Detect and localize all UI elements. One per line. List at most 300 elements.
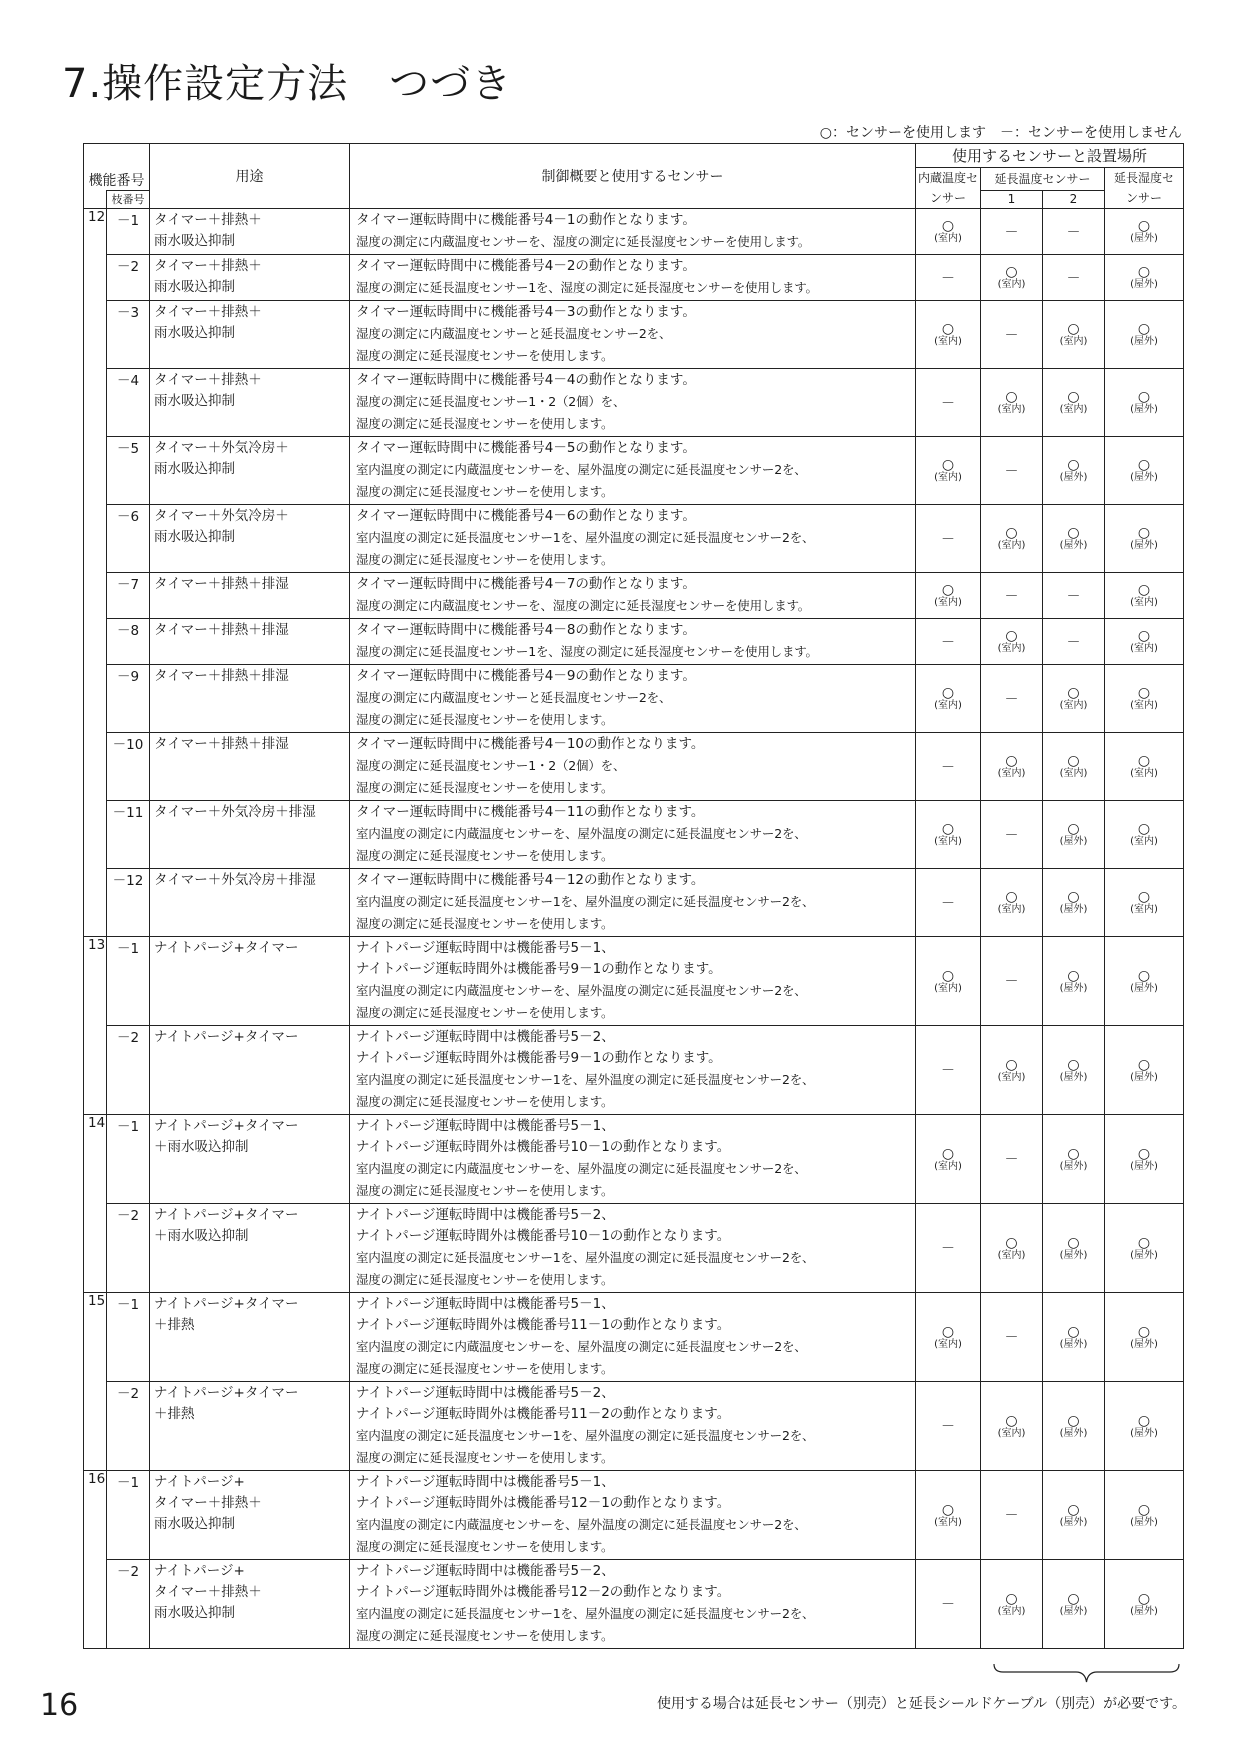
location-label: (室内) [997,279,1026,290]
description-cell [350,1204,916,1293]
location-label: (屋外) [1059,982,1088,994]
builtin-temp-mark [916,301,981,369]
description-line: タイマー運転時間中に機能番号4－7の動作となります。 [356,576,696,592]
description-sensor-line: 室内温度の測定に延長温度センサー1を、屋外温度の測定に延長温度センサー2を、 湿度の測定に延長湿度センサーを使用します。 [356,1606,815,1643]
ext-hum-mark [1105,733,1184,801]
description-line: タイマー運転時間中に機能番号4－8の動作となります。 [356,622,696,638]
ext-temp-1-mark [981,801,1043,869]
ext-hum-mark [1105,937,1184,1026]
location-label: (室内) [1059,700,1088,711]
circle-icon: ○ [1005,1056,1018,1073]
circle-mark [1130,686,1158,712]
location-label: (室内) [1130,768,1158,779]
ext-hum-mark [1105,801,1184,869]
header-ext-temp: 延長温度センサー [981,168,1105,191]
branch-number: －1 [107,937,150,1026]
builtin-temp-mark [916,869,981,937]
branch-number: －1 [107,1471,150,1560]
description-line: ナイトパージ運転時間中は機能番号5－2、 ナイトパージ運転時間外は機能番号10－1の動作となります。 [356,1207,731,1244]
location-label: (屋外) [1130,1338,1158,1350]
description-line: タイマー運転時間中に機能番号4－10の動作となります。 [356,736,705,752]
usage-cell: タイマー＋排熱＋排湿 [150,665,350,733]
description-sensor-line: 室内温度の測定に内蔵温度センサーを、屋外温度の測定に延長温度センサー2を、 湿度の測定に延長湿度センサーを使用します。 [356,1161,807,1198]
circle-icon: ○ [1005,1590,1018,1607]
description-line: タイマー運転時間中に機能番号4－4の動作となります。 [356,372,696,388]
description-cell [350,869,916,937]
location-label: (室内) [997,768,1026,779]
footnote: 使用する場合は延長センサー（別売）と延長シールドケーブル（別売）が必要です。 [656,1696,1186,1712]
circle-icon: ○ [941,321,955,337]
usage-cell: タイマー＋外気冷房＋ 雨水吸込抑制 [150,437,350,505]
location-label: (屋外) [1130,1516,1158,1528]
ext-hum-mark [1105,1382,1184,1471]
description-sensor-line: 室内温度の測定に延長温度センサー1を、屋外温度の測定に延長温度センサー2を、 湿度の測定に延長湿度センサーを使用します。 [356,894,815,931]
location-label: (室内) [997,1427,1026,1439]
circle-icon: ○ [1137,628,1151,644]
description-sensor-line: 湿度の測定に内蔵温度センサーを、湿度の測定に延長湿度センサーを使用します。 [356,598,811,613]
location-label: (室内) [934,982,962,994]
description-cell [350,505,916,573]
circle-mark [1130,583,1158,609]
table-row [84,437,1184,505]
function-number: 16 [84,1471,107,1649]
header-control: 制御概要と使用するセンサー [350,144,916,209]
circle-icon: ○ [1067,753,1080,769]
location-label: (室内) [934,472,962,483]
description-sensor-line: 湿度の測定に延長温度センサー1・2（2個）を、 湿度の測定に延長湿度センサーを使用します。 [356,394,626,431]
dash-icon: － [941,1419,955,1435]
description-line: タイマー運転時間中に機能番号4－5の動作となります。 [356,440,696,456]
dash-icon: － [1004,588,1019,605]
description-cell [350,1115,916,1204]
location-label: (室内) [997,1071,1026,1083]
location-label: (屋外) [1130,1427,1158,1439]
ext-hum-mark [1105,619,1184,665]
description-line: ナイトパージ運転時間中は機能番号5－2、 ナイトパージ運転時間外は機能番号9－1の動作となります。 [356,1029,722,1066]
branch-number: －10 [107,733,150,801]
circle-icon: ○ [941,821,955,837]
ext-temp-1-mark [981,937,1043,1026]
location-label: (屋外) [1130,1249,1158,1261]
circle-icon: ○ [1137,967,1151,984]
description-cell [350,437,916,505]
location-label: (室内) [1130,836,1158,847]
table-row [84,1560,1184,1649]
description-sensor-line: 室内温度の測定に延長温度センサー1を、屋外温度の測定に延長温度センサー2を、 湿度の測定に延長湿度センサーを使用します。 [356,1250,815,1287]
circle-mark [998,754,1026,780]
ext-hum-mark [1105,301,1184,369]
location-label: (屋外) [1059,1338,1088,1350]
location-label: (屋外) [1130,404,1158,415]
table-row [84,733,1184,801]
ext-temp-1-mark [981,505,1043,573]
circle-mark [1130,822,1158,848]
branch-number: －5 [107,437,150,505]
description-sensor-line: 湿度の測定に内蔵温度センサーを、湿度の測定に延長湿度センサーを使用します。 [356,234,811,249]
description-cell [350,1382,916,1471]
circle-icon: ○ [941,582,955,598]
ext-hum-mark [1105,1026,1184,1115]
table-row [84,505,1184,573]
circle-mark [1060,1325,1088,1351]
circle-mark [1130,1325,1158,1351]
table-row [84,665,1184,733]
location-label: (屋外) [1059,1071,1088,1083]
description-cell [350,733,916,801]
ext-temp-1-mark [981,1560,1043,1649]
circle-icon: ○ [941,1323,955,1340]
description-line: ナイトパージ運転時間中は機能番号5－2、 ナイトパージ運転時間外は機能番号11－2の動作となります。 [356,1385,731,1422]
description-cell [350,619,916,665]
circle-mark [1130,1147,1158,1173]
location-label: (室内) [934,336,962,347]
ext-temp-2-mark [1043,369,1105,437]
circle-icon: ○ [941,967,955,984]
location-label: (室内) [997,1605,1026,1617]
description-line: タイマー運転時間中に機能番号4－9の動作となります。 [356,668,696,684]
circle-icon: ○ [1067,685,1080,701]
description-cell [350,369,916,437]
ext-temp-2-mark [1043,801,1105,869]
usage-cell: ナイトパージ+タイマー ＋雨水吸込抑制 [150,1115,350,1204]
dash-icon: － [941,759,955,776]
ext-temp-1-mark [981,573,1043,619]
table-row [84,619,1184,665]
circle-mark [934,686,962,712]
dash-icon: － [941,634,955,651]
circle-icon: ○ [1067,457,1080,473]
location-label: (室内) [1059,336,1088,347]
ext-hum-mark [1105,209,1184,255]
circle-mark [998,1592,1026,1618]
ext-temp-2-mark [1043,665,1105,733]
ext-hum-mark [1105,1204,1184,1293]
branch-number: －12 [107,869,150,937]
usage-cell: ナイトパージ+ タイマー＋排熱＋ 雨水吸込抑制 [150,1560,350,1649]
circle-mark [934,1147,962,1173]
location-label: (室内) [1059,768,1088,779]
circle-icon: ○ [1137,889,1151,905]
ext-temp-1-mark [981,619,1043,665]
circle-icon: ○ [1067,1501,1080,1518]
location-label: (屋外) [1130,1071,1158,1083]
circle-icon: ○ [1067,1234,1080,1251]
location-label: (室内) [934,700,962,711]
dash-icon: － [1004,827,1019,844]
description-cell [350,1471,916,1560]
location-label: (室内) [1130,904,1158,915]
location-label: (屋外) [1059,836,1088,847]
dash-icon: － [1004,691,1019,708]
circle-icon: ○ [941,685,955,701]
usage-cell: タイマー＋外気冷房＋排湿 [150,801,350,869]
header-builtin-temp: 内蔵温度センサー [916,168,981,209]
circle-icon: ○ [1005,525,1018,541]
description-line: タイマー運転時間中に機能番号4－1の動作となります。 [356,212,696,228]
description-sensor-line: 湿度の測定に延長温度センサー1・2（2個）を、 湿度の測定に延長湿度センサーを使用します。 [356,758,626,795]
builtin-temp-mark [916,209,981,255]
table-row [84,801,1184,869]
location-label: (屋外) [1059,1427,1088,1439]
location-label: (室内) [934,1516,962,1528]
ext-hum-mark [1105,1560,1184,1649]
ext-temp-2-mark [1043,1471,1105,1560]
table-row [84,255,1184,301]
bracket-mark [993,1664,1180,1686]
circle-icon: ○ [1137,1412,1151,1429]
location-label: (屋外) [1059,472,1088,483]
circle-mark [1130,322,1158,348]
table-row [84,369,1184,437]
circle-icon: ○ [1137,389,1151,405]
function-number: 15 [84,1293,107,1471]
dash-icon: － [1004,327,1019,344]
branch-number: －2 [107,255,150,301]
location-label: (屋外) [1130,336,1158,347]
branch-number: －7 [107,573,150,619]
table-row [84,1026,1184,1115]
description-line: タイマー運転時間中に機能番号4－12の動作となります。 [356,872,705,888]
builtin-temp-mark [916,1204,981,1293]
builtin-temp-mark [916,1560,981,1649]
usage-cell: ナイトパージ+タイマー [150,937,350,1026]
description-cell [350,1293,916,1382]
dash-icon: － [1004,463,1019,480]
circle-icon: ○ [941,457,955,473]
circle-mark [1130,1592,1158,1618]
ext-temp-2-mark [1043,437,1105,505]
description-sensor-line: 室内温度の測定に延長温度センサー1を、屋外温度の測定に延長温度センサー2を、 湿度の測定に延長湿度センサーを使用します。 [356,1072,815,1109]
description-line: タイマー運転時間中に機能番号4－3の動作となります。 [356,304,696,320]
circle-mark [1130,526,1158,552]
location-label: (屋外) [1059,1516,1088,1528]
table-row [84,1115,1184,1204]
circle-icon: ○ [1137,821,1151,837]
location-label: (室内) [934,233,962,244]
circle-mark [998,1058,1026,1084]
circle-icon: ○ [1137,1590,1151,1607]
circle-mark [1060,390,1088,416]
circle-mark [934,458,962,484]
circle-icon: ○ [1005,1412,1018,1429]
circle-mark [1130,458,1158,484]
builtin-temp-mark [916,1382,981,1471]
circle-icon: ○ [941,1501,955,1518]
ext-temp-1-mark [981,869,1043,937]
circle-mark [934,219,962,245]
location-label: (屋外) [1059,540,1088,551]
description-cell [350,801,916,869]
circle-icon: ○ [1067,1323,1080,1340]
circle-mark [1060,1236,1088,1262]
dash-icon: － [941,1241,955,1257]
table-body [84,209,1184,1649]
circle-mark [934,1325,962,1351]
location-label: (室内) [934,597,962,608]
dash-icon: － [1004,974,1019,990]
dash-icon: － [1004,224,1019,241]
usage-cell: タイマー＋排熱＋排湿 [150,733,350,801]
circle-icon: ○ [1137,1056,1151,1073]
branch-number: －2 [107,1204,150,1293]
ext-temp-1-mark [981,1382,1043,1471]
dash-icon: － [1004,1152,1019,1168]
location-label: (屋外) [1130,540,1158,551]
description-sensor-line: 湿度の測定に内蔵温度センサーと延長温度センサー2を、 湿度の測定に延長湿度センサーを使用します。 [356,690,672,727]
branch-number: －1 [107,1293,150,1382]
description-sensor-line: 室内温度の測定に内蔵温度センサーを、屋外温度の測定に延長温度センサー2を、 湿度の測定に延長湿度センサーを使用します。 [356,826,807,863]
builtin-temp-mark [916,505,981,573]
function-number: 14 [84,1115,107,1293]
location-label: (屋外) [1059,1160,1088,1172]
description-sensor-line: 室内温度の測定に延長温度センサー1を、屋外温度の測定に延長温度センサー2を、 湿度の測定に延長湿度センサーを使用します。 [356,530,815,567]
legend-note: ○：センサーを使用します －：センサーを使用しません [819,125,1182,141]
usage-cell: タイマー＋排熱＋ 雨水吸込抑制 [150,369,350,437]
branch-number: －4 [107,369,150,437]
ext-temp-2-mark [1043,209,1105,255]
header-ext-hum: 延長湿度センサー [1105,168,1184,209]
description-sensor-line: 室内温度の測定に内蔵温度センサーを、屋外温度の測定に延長温度センサー2を、 湿度の測定に延長湿度センサーを使用します。 [356,983,807,1020]
circle-icon: ○ [1137,685,1151,701]
location-label: (室内) [1130,597,1158,608]
circle-mark [934,583,962,609]
circle-icon: ○ [1005,264,1018,280]
ext-temp-2-mark [1043,1560,1105,1649]
description-line: タイマー運転時間中に機能番号4－2の動作となります。 [356,258,696,274]
ext-temp-2-mark [1043,255,1105,301]
description-cell [350,573,916,619]
circle-icon: ○ [1067,525,1080,541]
ext-temp-1-mark [981,665,1043,733]
location-label: (室内) [1059,404,1088,415]
header-usage: 用途 [150,144,350,209]
function-number: 13 [84,937,107,1115]
description-sensor-line: 室内温度の測定に内蔵温度センサーを、屋外温度の測定に延長温度センサー2を、 湿度の測定に延長湿度センサーを使用します。 [356,462,807,499]
description-line: ナイトパージ運転時間中は機能番号5－1、 ナイトパージ運転時間外は機能番号9－1の動作となります。 [356,940,722,977]
ext-hum-mark [1105,369,1184,437]
circle-icon: ○ [1137,1323,1151,1340]
dash-icon: － [1066,224,1081,241]
ext-temp-2-mark [1043,1115,1105,1204]
dash-icon: － [1004,1330,1019,1346]
location-label: (屋外) [1059,1605,1088,1617]
ext-temp-2-mark [1043,573,1105,619]
description-sensor-line: 湿度の測定に延長温度センサー1を、湿度の測定に延長湿度センサーを使用します。 [356,280,818,295]
location-label: (屋外) [1130,472,1158,483]
circle-mark [1130,969,1158,995]
header-sensors-group: 使用するセンサーと設置場所 [916,144,1184,168]
table-row [84,1382,1184,1471]
circle-icon: ○ [1005,889,1018,905]
dash-icon: － [941,531,955,548]
location-label: (室内) [997,540,1026,551]
ext-temp-2-mark [1043,937,1105,1026]
ext-hum-mark [1105,1293,1184,1382]
circle-mark [1060,754,1088,780]
branch-number: －2 [107,1560,150,1649]
circle-icon: ○ [1137,321,1151,337]
description-line: タイマー運転時間中に機能番号4－11の動作となります。 [356,804,705,820]
location-label: (室内) [934,836,962,847]
builtin-temp-mark [916,573,981,619]
dash-icon: － [941,1063,955,1079]
usage-cell: タイマー＋排熱＋ 雨水吸込抑制 [150,209,350,255]
dash-icon: － [941,395,955,412]
circle-mark [934,322,962,348]
description-cell [350,665,916,733]
location-label: (屋外) [1059,904,1088,915]
table-row [84,937,1184,1026]
circle-icon: ○ [1067,1590,1080,1607]
description-line: ナイトパージ運転時間中は機能番号5－1、 ナイトパージ運転時間外は機能番号12－1の動作となります。 [356,1474,731,1511]
circle-icon: ○ [1137,1501,1151,1518]
ext-temp-1-mark [981,301,1043,369]
description-cell [350,209,916,255]
circle-mark [934,822,962,848]
ext-hum-mark [1105,255,1184,301]
ext-temp-1-mark [981,733,1043,801]
circle-mark [1130,390,1158,416]
location-label: (室内) [934,1338,962,1350]
circle-icon: ○ [1067,1145,1080,1162]
location-label: (屋外) [1130,1605,1158,1617]
circle-icon: ○ [1067,889,1080,905]
table-row [84,869,1184,937]
builtin-temp-mark [916,801,981,869]
dash-icon: － [1066,270,1081,287]
circle-mark [1130,1414,1158,1440]
circle-mark [1060,969,1088,995]
circle-mark [1060,1503,1088,1529]
ext-temp-1-mark [981,1471,1043,1560]
location-label: (屋外) [1059,1249,1088,1261]
usage-cell: タイマー＋外気冷房＋ 雨水吸込抑制 [150,505,350,573]
location-label: (室内) [1130,643,1158,654]
ext-hum-mark [1105,1471,1184,1560]
builtin-temp-mark [916,1026,981,1115]
dash-icon: － [941,895,955,912]
location-label: (室内) [997,404,1026,415]
ext-hum-mark [1105,573,1184,619]
usage-cell: ナイトパージ+ タイマー＋排熱＋ 雨水吸込抑制 [150,1471,350,1560]
description-line: ナイトパージ運転時間中は機能番号5－2、 ナイトパージ運転時間外は機能番号12－2の動作となります。 [356,1563,731,1600]
branch-number: －1 [107,1115,150,1204]
builtin-temp-mark [916,1293,981,1382]
circle-mark [1060,822,1088,848]
circle-icon: ○ [1067,821,1080,837]
header-func-no: 機能番号 [84,144,150,191]
circle-mark [1130,1058,1158,1084]
builtin-temp-mark [916,437,981,505]
description-line: ナイトパージ運転時間中は機能番号5－1、 ナイトパージ運転時間外は機能番号11－1の動作となります。 [356,1296,731,1333]
circle-mark [1130,629,1158,655]
circle-mark [1060,1058,1088,1084]
circle-mark [1060,890,1088,916]
circle-mark [1060,686,1088,712]
circle-icon: ○ [1067,1412,1080,1429]
dash-icon: － [1004,1508,1019,1524]
usage-cell: ナイトパージ+タイマー ＋雨水吸込抑制 [150,1204,350,1293]
table-row [84,1204,1184,1293]
description-cell [350,937,916,1026]
builtin-temp-mark [916,1471,981,1560]
location-label: (屋外) [1130,279,1158,290]
circle-icon: ○ [941,218,955,234]
ext-temp-1-mark [981,1293,1043,1382]
circle-icon: ○ [1067,1056,1080,1073]
circle-icon: ○ [1137,218,1151,234]
circle-mark [1060,458,1088,484]
